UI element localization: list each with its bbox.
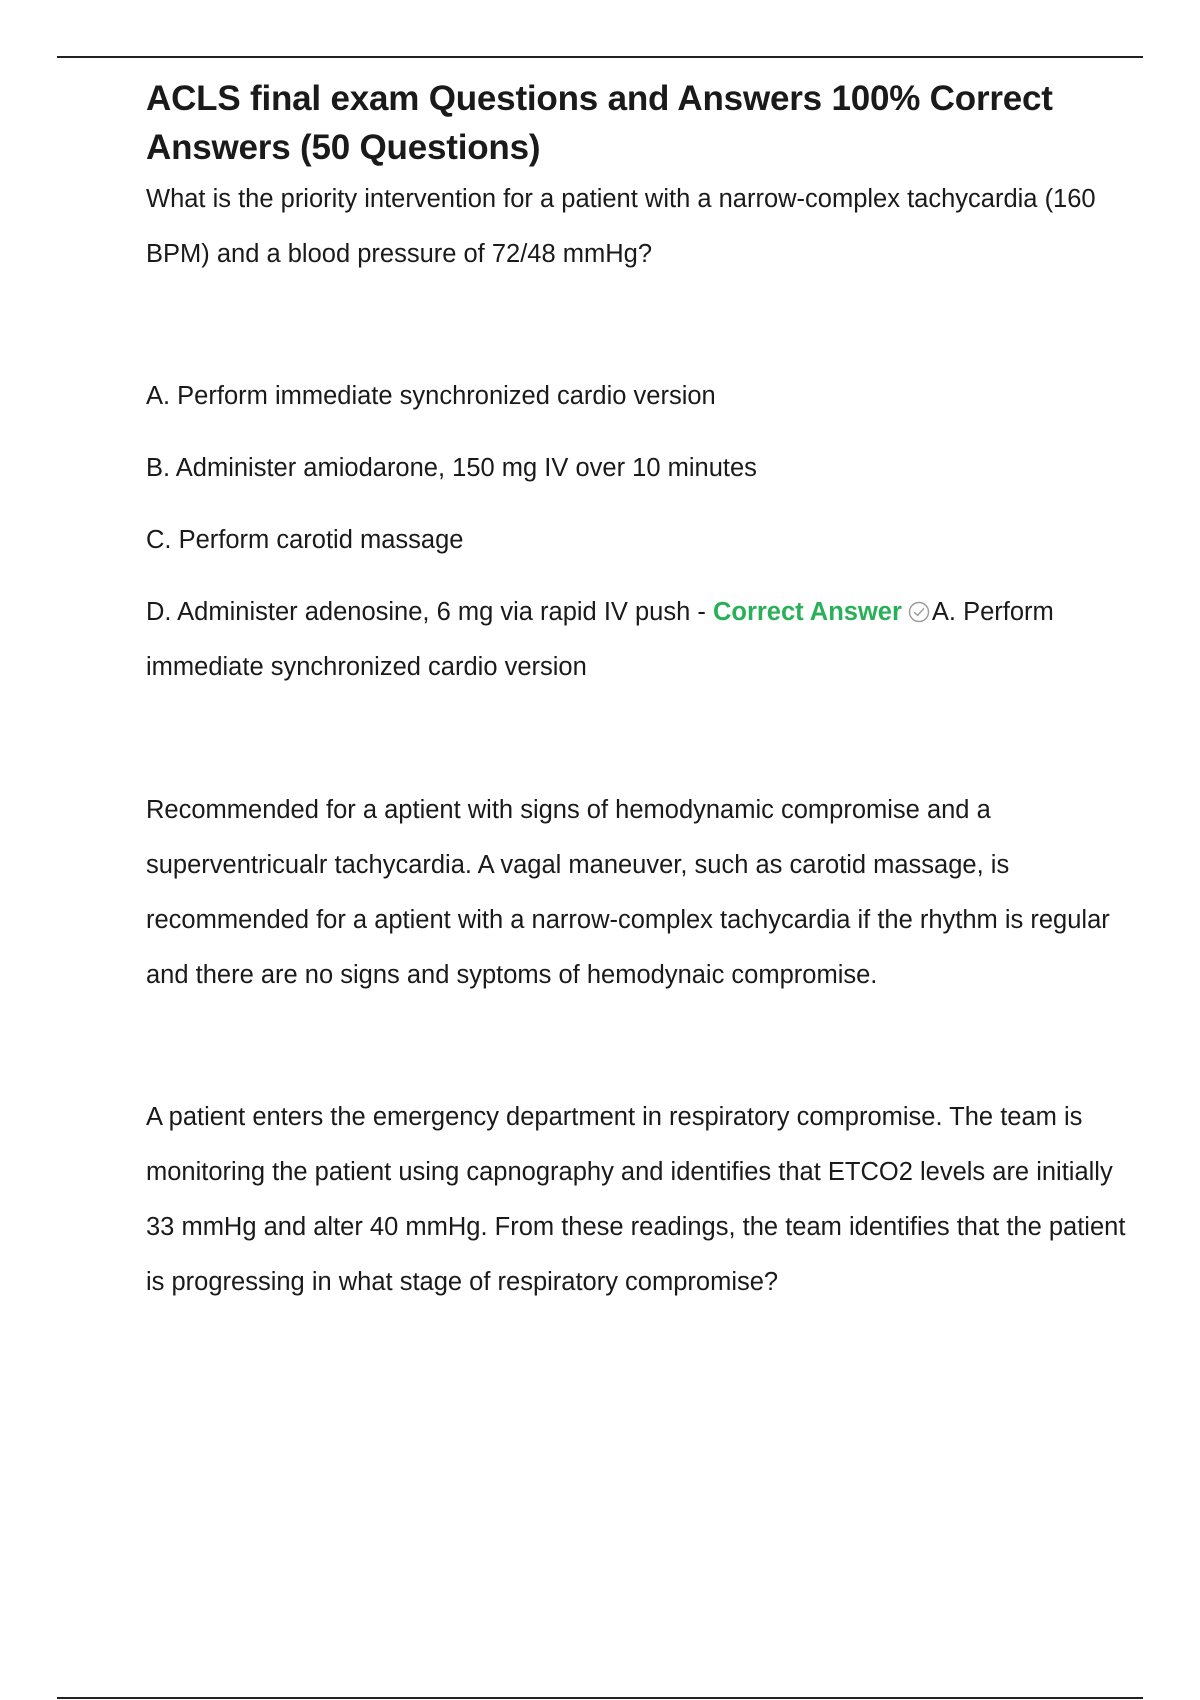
bottom-rule bbox=[57, 1697, 1143, 1699]
explanation-text: Recommended for a aptient with signs of hemodynamic compromise and a superventricualr tachycardia. A vagal maneuver, such as carotid massage, is recommended for a aptient with a narrow-complex tachycardia if the rhythm is regular and there are no signs and syptoms of hemodynaic compromise. bbox=[146, 796, 1110, 989]
option-d-with-answer bbox=[146, 585, 1146, 695]
option-b: B. Administer amiodarone, 150 mg IV over 10 minutes bbox=[146, 454, 757, 482]
answer-text: A. Perform immediate synchronized cardio version bbox=[146, 598, 1054, 681]
question-1-text: What is the priority intervention for a patient with a narrow-complex tachycardia (160 BPM) and a blood pressure of 72/48 mmHg? bbox=[146, 185, 1096, 268]
option-c: C. Perform carotid massage bbox=[146, 526, 464, 554]
option-a: A. Perform immediate synchronized cardio version bbox=[146, 382, 716, 410]
document-content bbox=[146, 74, 1146, 1310]
correct-answer-label: Correct Answer bbox=[712, 598, 902, 626]
check-circle-icon bbox=[908, 588, 930, 610]
option-d-text: D. Administer adenosine, 6 mg via rapid IV push - bbox=[146, 598, 713, 626]
document-title: ACLS final exam Questions and Answers 100% Correct Answers (50 Questions) bbox=[146, 79, 1053, 167]
top-rule bbox=[57, 56, 1143, 58]
question-2-text: A patient enters the emergency department in respiratory compromise. The team is monitoring the patient using capnography and identifies that ETCO2 levels are initially 33 mmHg and alter 40 mmHg. From these readings, the team identifies that the patient is progressing in what stage of respiratory compromise? bbox=[146, 1103, 1126, 1296]
